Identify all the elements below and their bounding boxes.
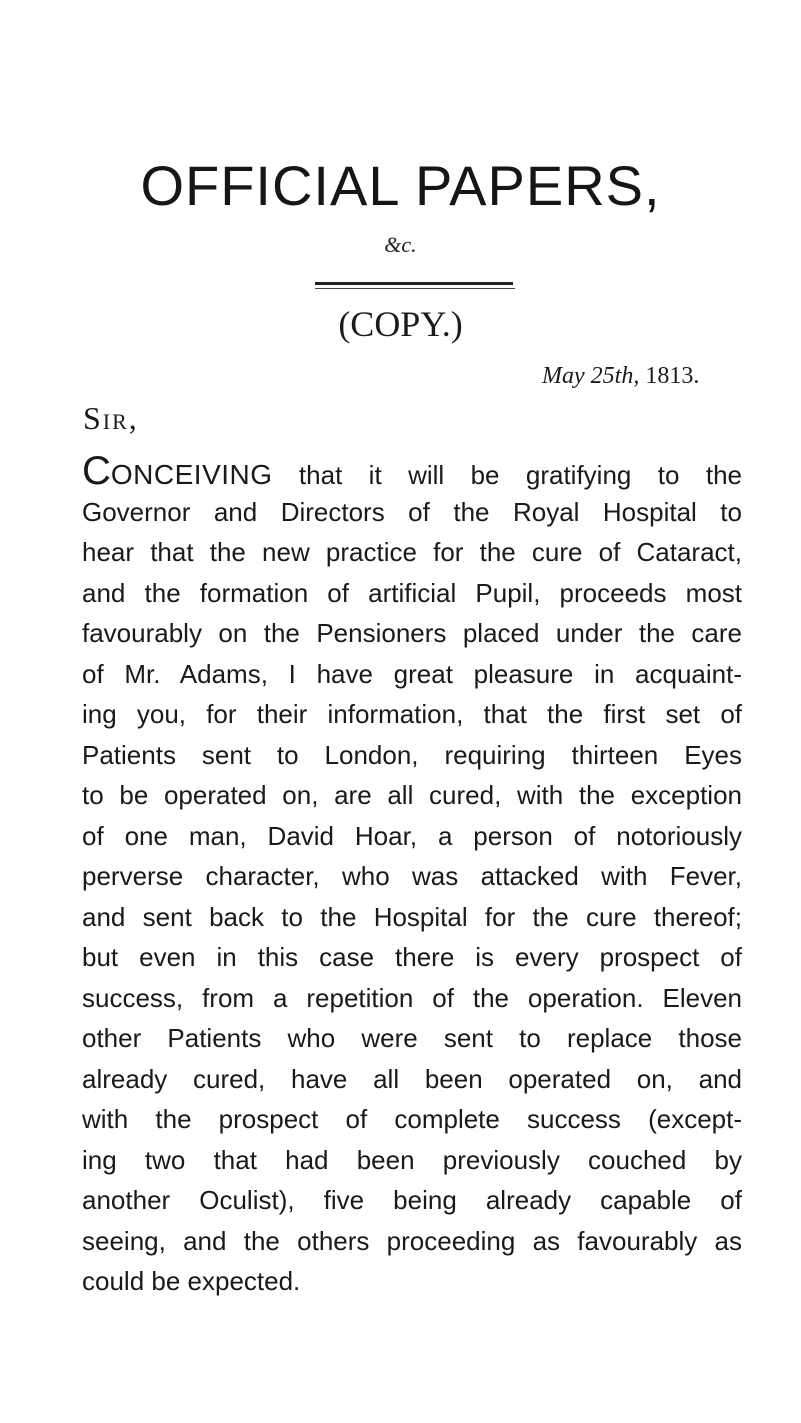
body-line: to be operated on, are all cured, with the exception [82,780,742,810]
body-line: but even in this case there is every prospect of [82,942,742,972]
body-line: other Patients who were sent to replace those [82,1023,742,1053]
section-divider [315,282,515,290]
divider-thin-line [315,288,515,289]
body-line: of Mr. Adams, I have great pleasure in acquaint- [82,658,742,689]
letter-body [82,451,742,1302]
body-line: of one man, David Hoar, a person of notoriously [82,820,742,851]
body-line: with the prospect of complete success (except- [82,1104,742,1134]
page-subtitle: &c. [384,232,417,257]
body-line: and sent back to the Hospital for the cure thereof; [82,901,742,932]
body-line: success, from a repetition of the operation. Eleven [82,982,742,1013]
page-title: OFFICIAL PAPERS, [140,154,661,217]
letter-salutation: Sir, [83,400,139,436]
letter-date-day: May 25th, [542,363,640,389]
copy-label: (COPY.) [338,304,463,344]
letter-date [542,364,699,388]
body-line: Governor and Directors of the Royal Hospital to [82,496,742,527]
body-line-text: that it will be gratifying to the [272,460,742,490]
body-line: seeing, and the others proceeding as favourably as [82,1225,742,1256]
divider-thick-line [315,282,513,285]
body-line: Patients sent to London, requiring thirteen Eyes [82,739,742,770]
body-line: another Oculist), five being already capable of [82,1185,742,1215]
body-line: perverse character, who was attacked with Fever, [82,861,742,891]
body-line: and the formation of artificial Pupil, proceeds most [82,577,742,608]
body-line: could be expected. [82,1266,301,1296]
body-line: hear that the new practice for the cure of Cataract, [82,537,742,567]
body-line: favourably on the Pensioners placed under the care [82,618,742,648]
letter-date-year: 1813. [645,363,700,389]
body-line: ing you, for their information, that the first set of [82,699,742,729]
opening-capital: C [82,449,111,493]
body-line [82,451,742,492]
body-line: already cured, have all been operated on, and [82,1063,742,1094]
body-line: ing two that had been previously couched by [82,1144,742,1175]
opening-word: ONCEIVING [110,459,273,490]
